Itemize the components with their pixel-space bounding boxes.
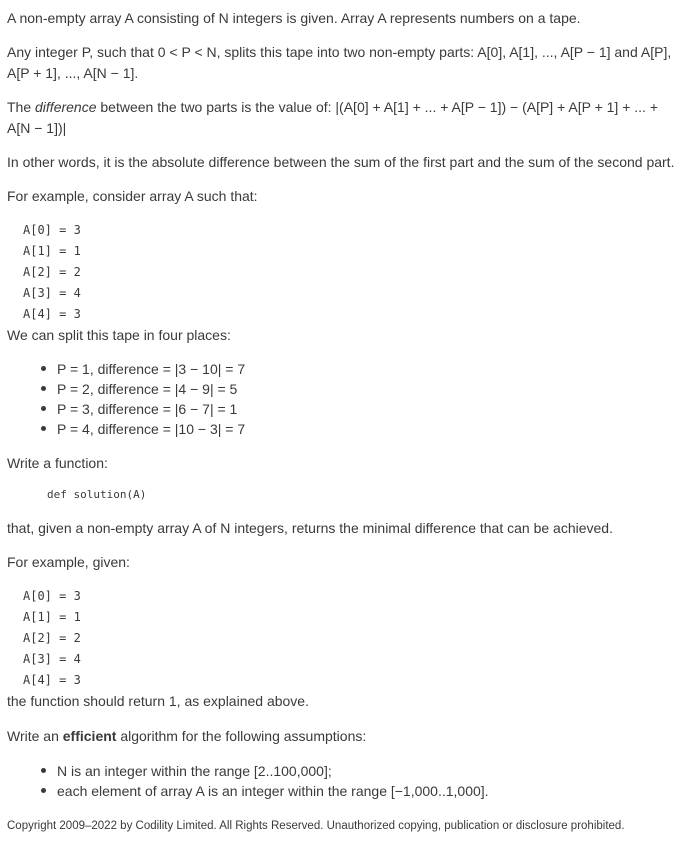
bullet-icon bbox=[41, 788, 46, 793]
list-item: P = 4, difference = |10 − 3| = 7 bbox=[41, 419, 677, 439]
list-item: N is an integer within the range [2..100,000]; bbox=[41, 761, 677, 781]
example-array-line: A[3] = 4 bbox=[23, 286, 81, 300]
split-intro: We can split this tape in four places: bbox=[7, 327, 231, 343]
list-item: P = 2, difference = |4 − 9| = 5 bbox=[41, 379, 677, 399]
list-item: P = 1, difference = |3 − 10| = 7 bbox=[41, 359, 677, 379]
example-array-line: A[2] = 2 bbox=[23, 265, 81, 279]
example-array-line: A[1] = 1 bbox=[23, 244, 81, 258]
bullet-icon bbox=[41, 386, 46, 391]
difference-term: difference bbox=[35, 99, 97, 115]
bullet-icon bbox=[41, 768, 46, 773]
list-item: each element of array A is an integer within the range [−1,000..1,000]. bbox=[41, 781, 677, 801]
list-item: P = 3, difference = |6 − 7| = 1 bbox=[41, 399, 677, 419]
example-array-line: A[1] = 1 bbox=[23, 610, 81, 624]
intro-paragraph-4: In other words, it is the absolute difference between the sum of the first part and the sum of the second part. bbox=[7, 154, 675, 170]
splits-list bbox=[7, 359, 677, 439]
example-array-line: A[0] = 3 bbox=[23, 223, 81, 237]
intro-paragraph-5: For example, consider array A such that: bbox=[7, 188, 258, 204]
example-array-line: A[4] = 3 bbox=[23, 673, 81, 687]
example-array-line: A[4] = 3 bbox=[23, 307, 81, 321]
expected-result: the function should return 1, as explained above. bbox=[7, 693, 309, 709]
function-signature: def solution(A) bbox=[47, 488, 147, 501]
difference-formula: between the two parts is the value of: |(A[0] + A[1] + ... + A[P − 1]) − (A[P] + A[P + 1] + ... + A[N − 1])| bbox=[7, 99, 659, 136]
efficient-emphasis: efficient bbox=[62, 728, 117, 744]
assumptions-list bbox=[7, 761, 677, 801]
bullet-icon bbox=[41, 406, 46, 411]
intro-paragraph-1: A non-empty array A consisting of N integers is given. Array A represents numbers on a tape. bbox=[7, 10, 581, 26]
write-function-label: Write a function: bbox=[7, 455, 108, 471]
example-array-line: A[3] = 4 bbox=[23, 652, 81, 666]
intro-paragraph-2: Any integer P, such that 0 < P < N, splits this tape into two non-empty parts: A[0], A[1], ..., A[P − 1] and A[P], A[P + 1], ..., A[N − 1]. bbox=[7, 44, 672, 81]
for-example-label: For example, given: bbox=[7, 554, 130, 570]
example-array-line: A[0] = 3 bbox=[23, 589, 81, 603]
example-array-block-2 bbox=[7, 586, 677, 691]
intro-paragraph-3 bbox=[7, 97, 677, 139]
efficiency-statement: Write an efficient algorithm for the following assumptions: bbox=[7, 728, 367, 744]
example-array-block bbox=[7, 220, 677, 325]
difference-text-pre: The bbox=[7, 99, 36, 115]
copyright-notice: Copyright 2009–2022 by Codility Limited. All Rights Reserved. Unauthorized copying, publication or disclosure prohibited. bbox=[7, 820, 625, 832]
task-statement: that, given a non-empty array A of N integers, returns the minimal difference that can be achieved. bbox=[7, 520, 613, 536]
example-array-line: A[2] = 2 bbox=[23, 631, 81, 645]
bullet-icon bbox=[41, 366, 46, 371]
bullet-icon bbox=[41, 426, 46, 431]
